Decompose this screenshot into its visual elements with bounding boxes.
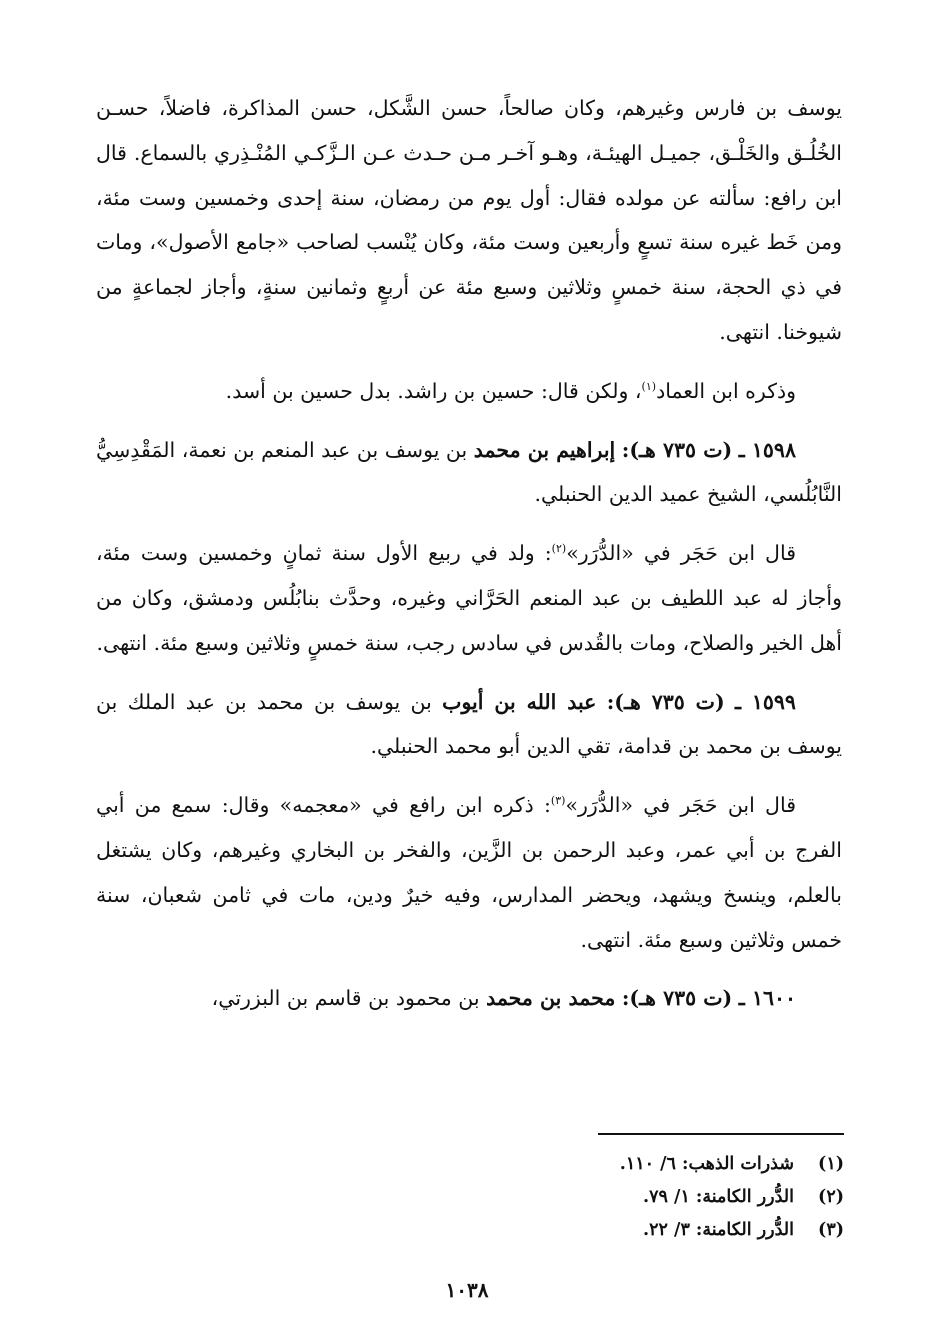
entry-number: ١٦٠٠ ـ (738, 986, 796, 1011)
paragraph-text: : ولد في ربيع الأول سنة ثمانٍ وخمسين وست مئة، وأجاز له عبد اللطيف بن عبد المنعم الحَرَّاني وغيره، وحدَّث بنابُلُس ودمشق، وكان من أهل الخير والصلاح، ومات بالقُدس في سادس رجب، سنة خمسٍ وثلاثين وسبع مئة. انتهى. (96, 541, 842, 655)
footnote-2 (500, 1181, 844, 1214)
death-date: (ت ٧٣٥ هـ): (621, 437, 733, 462)
main-text (96, 86, 842, 1035)
entry-text: بن يوسف بن محمد بن عبد الملك بن يوسف بن محمد بن قدامة، تقي الدين أبو محمد الحنبلي. (96, 689, 842, 759)
death-date: (ت ٧٣٥ هـ): (621, 986, 733, 1011)
footnotes (500, 1148, 844, 1247)
entry-number: ١٥٩٩ ـ (734, 689, 796, 714)
entry-name: عبد الله بن أيوب (442, 689, 597, 714)
footnote-text: شذرات الذهب: ٦/ ١١٠. (619, 1154, 794, 1174)
paragraph-text: ، ولكن قال: حسين بن راشد. بدل حسين بن أسد. (225, 378, 642, 403)
paragraph-text: : ذكره ابن رافع في «معجمه» وقال: سمع من أبي الفرج بن أبي عمر، وعبد الرحمن بن الزَّين، والفخر بن البخاري وغيرهم، وكان يشتغل بالعلم، وينسخ ويشهد، ويحضر المدارس، وفيه خيرٌ ودين، مات في ثامن شعبان، سنة خمس وثلاثين وسبع مئة. انتهى. (96, 793, 842, 952)
paragraph-ibn-hajar-1 (96, 531, 842, 665)
entry-text: بن يوسف بن عبد المنعم بن نعمة، المَقْدِسِيُّ النَّابُلُسي، الشيخ عميد الدين الحنبلي. (96, 437, 842, 507)
footnote-ref[interactable]: (٢) (551, 542, 567, 556)
footnote-number: (١) (818, 1154, 844, 1174)
entry-number: ١٥٩٨ ـ (738, 437, 796, 462)
death-date: (ت ٧٣٥ هـ): (606, 689, 725, 714)
paragraph-text: يوسف بن فارس وغيرهم، وكان صالحاً، حسن الشَّكل، حسن المذاكرة، فاضلاً، حسـن الخُلُـق والخَلْـق، جميـل الهيئـة، وهـو آخـر مـن حـدث عـن الـزَّكـي المُنْـذِري بالسماع. قال ابن رافع: سألته عن مولده فقال: أول يوم من رمضان، سنة إحدى وخمسين وست مئة، ومن خَط غيره سنة تسعٍ وأربعين وست مئة، وكان يُنْسب لصاحب «جامع الأصول»، ومات في ذي الحجة، سنة خمسٍ وثلاثين وسبع مئة عن أربعٍ وثمانين سنةٍ، وأجاز لجماعةٍ من شيوخنا. انتهى. (96, 96, 842, 344)
footnote-3 (500, 1214, 844, 1247)
footnote-number: (٣) (818, 1220, 844, 1240)
entry-1598 (96, 428, 842, 518)
paragraph-text: قال ابن حَجَر في «الدُّرَر» (565, 793, 796, 818)
footnote-ref[interactable]: (١) (641, 379, 657, 393)
footnote-1 (500, 1148, 844, 1181)
paragraph-continuation (96, 86, 842, 355)
page-number: ١٠٣٨ (445, 1278, 489, 1302)
footnote-ref[interactable]: (٣) (550, 794, 566, 808)
footnote-text: الدُّرر الكامنة: ١/ ٧٩. (643, 1187, 794, 1207)
entry-1600 (96, 976, 842, 1021)
paragraph-ibn-al-imad (96, 369, 842, 414)
paragraph-ibn-hajar-2 (96, 783, 842, 962)
footnote-number: (٢) (818, 1187, 844, 1207)
entry-text: بن محمود بن قاسم بن البزرتي، (211, 986, 480, 1011)
entry-1599 (96, 680, 842, 770)
entry-name: محمد بن محمد (486, 986, 616, 1011)
paragraph-text: وذكره ابن العماد (656, 378, 796, 403)
entry-name: إبراهيم بن محمد (473, 437, 616, 462)
footnote-text: الدُّرر الكامنة: ٣/ ٢٢. (643, 1220, 794, 1240)
footnote-separator (598, 1133, 844, 1135)
paragraph-text: قال ابن حَجَر في «الدُّرَر» (566, 541, 796, 566)
